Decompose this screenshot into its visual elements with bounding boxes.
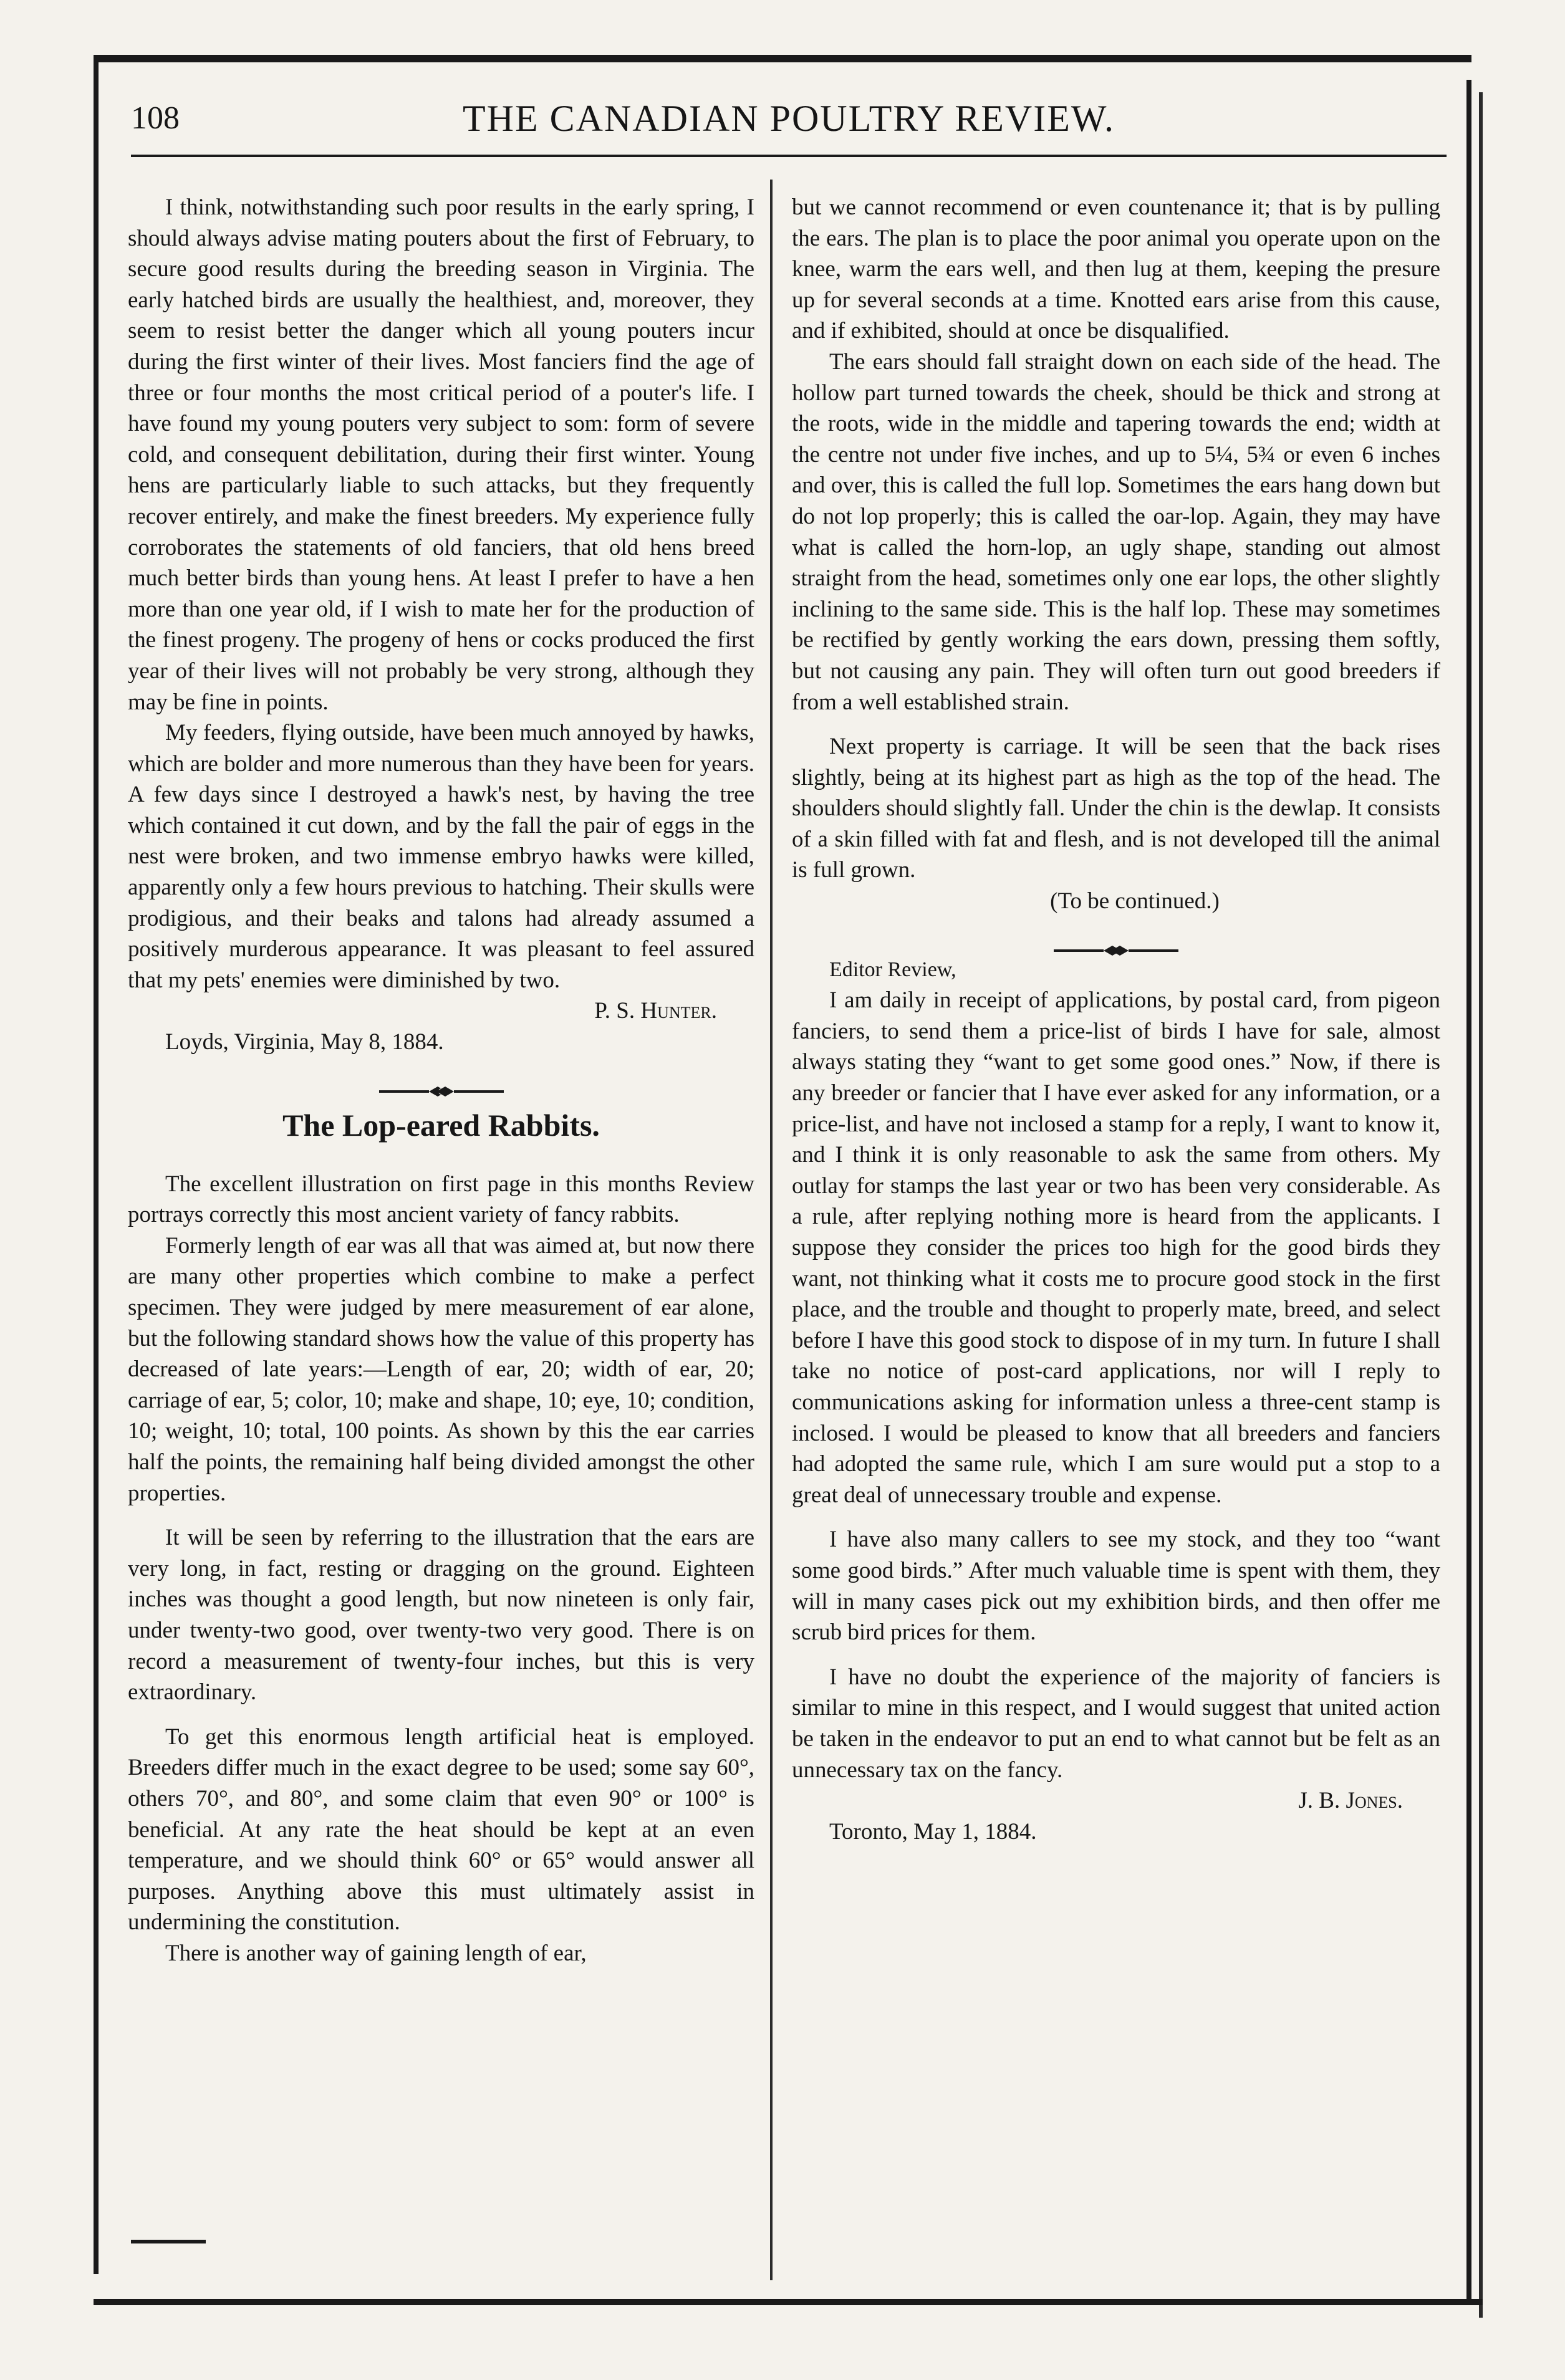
left-column: [128, 192, 754, 1969]
page-header: [131, 86, 1447, 157]
rabbits-heat-paragraph: To get this enormous length artificial heat is employed. Breeders differ much in the exact degree to be used; some say 60°, others 70°, and 80°, and some claim that even 90° or 100° is beneficial. At any rate the heat should be kept at an even temperature, and we should think 60° or 65° would answer all purposes. Anything above this must ultimately assist in undermining the constitution.: [128, 1724, 754, 1936]
column-divider: [770, 180, 773, 2280]
ornament-divider: [128, 1077, 754, 1095]
dateline-toronto: Toronto, May 1, 1884.: [829, 1818, 1037, 1845]
article-heading: The Lop-eared Rabbits.: [282, 1107, 600, 1143]
page: [94, 55, 1490, 2324]
pulling-ears-paragraph: but we cannot recommend or even countenance it; that is by pulling the ears. The plan is to place the poor animal you operate upon on the knee, warm the ears well, and then lug at them, keeping the presure up for several seconds at a time. Knotted ears arise from this cause, and if exhibited, should at once be disqualified.: [792, 194, 1440, 344]
hawks-paragraph: My feeders, flying outside, have been much annoyed by hawks, which are bolder and more numerous than they have been for years. A few days since I destroyed a hawk's nest, by having the tree which contained it cut down, and by the fall the pair of eggs in the nest were broken, and two immense embryo hawks were killed, apparently only a few hours previous to hatching. Their skulls were prodigious, and their beaks and talons had already assumed a positively murderous appearance. It was pleasant to feel assured that my pets' enemies were diminished by two.: [128, 720, 754, 993]
letter-paragraph-3: I have no doubt the experience of the majority of fanciers is similar to mine in this respect, and I would suggest that united action be taken in the endeavor to put an end to what cannot but be felt as an unnecessary tax on the fancy.: [792, 1664, 1440, 1783]
top-border-rule: [94, 55, 1471, 62]
letter-salutation: Editor Review,: [829, 957, 956, 981]
rabbits-intro-paragraph: The excellent illustration on first page in this months Review portrays correctly this most ancient variety of fancy rabbits.: [128, 1171, 754, 1228]
signature-hunter: P. S. Hunter.: [594, 998, 717, 1024]
left-border-rule: [94, 55, 99, 2274]
rabbits-continuation-paragraph: There is another way of gaining length of ear,: [165, 1940, 587, 1966]
right-border-rule: [1466, 80, 1471, 2299]
right-outer-border-rule: [1479, 92, 1483, 2318]
letter-paragraph-1: I am daily in receipt of applications, by postal card, from pigeon fanciers, to send them a price-list of birds I have for sale, almost always stating they “want to get some good ones.” Now, if there is any breeder or fancier that I have ever asked for any information, or a price-list, and have not inclosed a stamp for a reply, I want to know it, and I think it is only reasonable to ask the same from others. My outlay for stamps the last year or two has been very considerable. As a rule, after replying nothing more is heard from the applicants. I suppose they consider the prices too high for the good birds they want, not thinking what it costs me to procure good stock in the first place, and the trouble and thought to properly mate, breed, and select before I have this good stock to dispose of in my turn. In future I shall take no notice of post-card applications, nor will I reply to communications asking for information unless a three-cent stamp is inclosed. I would be pleased to know that all breeders and fanciers had adopted the same rule, which I am sure would put a stop to a great deal of unnecessary trouble and expense.: [792, 987, 1440, 1508]
page-number: 108: [131, 100, 180, 136]
rabbits-standard-paragraph: Formerly length of ear was all that was aimed at, but now there are many other properties which combine to make a perfect specimen. They were judged by mere measurement of ear alone, but the following standard shows how the value of this property has decreased of late years:—Length of ear, 20; width of ear, 20; carriage of ear, 5; color, 10; make and shape, 10; eye, 10; condition, 10; weight, 10; total, 100 points. As shown by this the ear carries half the points, the remaining half being divided amongst the other properties.: [128, 1232, 754, 1506]
ornament-divider-right: [792, 936, 1440, 954]
bottom-border-rule: [94, 2299, 1483, 2305]
ear-shape-paragraph: The ears should fall straight down on each side of the head. The hollow part turned towards the cheek, should be thick and strong at the roots, wide in the middle and tapering towards the end; width at the centre not under five inches, and up to 5¼, 5¾ or even 6 inches and over, this is called the full lop. Sometimes the ears hang down but do not lop properly; this is called the oar-lop. Again, they may have what is called the horn-lop, an ugly shape, standing out almost straight from the head, sometimes only one ear lops, the other slightly inclining to the same side. This is the half lop. These may sometimes be rectified by gently working the ears down, pressing them softly, but not causing any pain. They will often turn out good breeders if from a well established strain.: [792, 348, 1440, 715]
dateline-loyds: Loyds, Virginia, May 8, 1884.: [165, 1029, 444, 1055]
running-title: THE CANADIAN POULTRY REVIEW.: [463, 98, 1115, 139]
pouters-paragraph: I think, notwithstanding such poor results in the early spring, I should always advise mating pouters about the first of February, to secure good results during the breeding season in Virginia. The early hatched birds are usually the healthiest, and, moreover, they seem to resist better the danger which all young pouters incur during the first winter of their lives. Most fanciers find the age of three or four months the most critical period of a pouter's life. I have found my young pouters very subject to som: form of severe cold, and consequent debilitation, during their first winter. Young hens are particularly liable to such attacks, but they frequently recover entirely, and make the finest breeders. My experience fully corroborates the statements of old fanciers, that old hens breed much better birds than young hens. At least I prefer to have a hen more than one year old, if I wish to mate her for the production of the finest progeny. The progeny of hens or cocks produced the first year of their lives will not probably be very strong, although they may be fine in points.: [128, 194, 754, 715]
bottom-left-rule: [131, 2240, 206, 2243]
letter-paragraph-2: I have also many callers to see my stock, and they too “want some good birds.” After much valuable time is spent with them, they will in many cases pick out my exhibition birds, and then offer me scrub bird prices for them.: [792, 1527, 1440, 1646]
to-be-continued: (To be continued.): [1050, 888, 1220, 914]
right-column: [792, 192, 1440, 1847]
carriage-paragraph: Next property is carriage. It will be seen that the back rises slightly, being at its highest part as high as the top of the head. The shoulders should slightly fall. Under the chin is the dewlap. It consists of a skin filled with fat and flesh, and is not developed till the animal is full grown.: [792, 734, 1440, 883]
signature-jones: J. B. Jones.: [1298, 1788, 1403, 1814]
rabbits-length-paragraph: It will be seen by referring to the illustration that the ears are very long, in fact, resting or dragging on the ground. Eighteen inches was thought a good length, but now nineteen is only fair, under twenty-two good, over twenty-two very good. There is on record a measurement of twenty-four inches, but this is very extraordinary.: [128, 1525, 754, 1706]
